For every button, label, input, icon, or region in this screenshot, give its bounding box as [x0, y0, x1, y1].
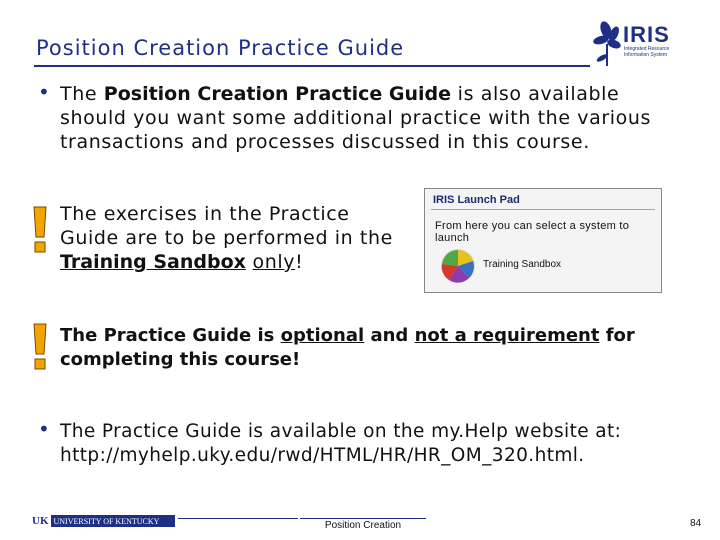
- bullet-1-text: [60, 82, 700, 154]
- bullet-2-end: !: [295, 251, 304, 273]
- slide-title: Position Creation Practice Guide: [36, 36, 405, 60]
- bullet-1-pre: The: [60, 83, 104, 105]
- page-number: 84: [690, 518, 702, 529]
- bullet-dot: •: [38, 80, 50, 104]
- bullet-3-text: [60, 324, 700, 372]
- launchpad-title: IRIS Launch Pad: [433, 194, 520, 206]
- footer-rule: [178, 518, 298, 519]
- footer-title: Position Creation: [300, 518, 426, 531]
- sap-system-icon[interactable]: [439, 247, 477, 285]
- title-underline: [34, 65, 590, 67]
- uk-initials: UK: [32, 515, 49, 527]
- bullet-4-text: [60, 420, 710, 468]
- uk-logo: [30, 515, 175, 527]
- training-sandbox-text: Training Sandbox: [60, 251, 246, 273]
- bullet-2-line2: Guide are to be performed in the: [60, 227, 393, 249]
- bullet-2-space: [246, 251, 253, 273]
- myhelp-url[interactable]: http://myhelp.uky.edu/rwd/HTML/HR/HR_OM_320.html.: [60, 445, 585, 466]
- only-text: only: [252, 251, 296, 273]
- bullet-3-line2: completing this course!: [60, 349, 301, 370]
- bullet-1-line1-rest: is also available: [451, 83, 620, 105]
- launchpad-description: From here you can select a system to launch: [435, 220, 630, 244]
- optional-text: optional: [280, 325, 365, 346]
- bullet-3-mid: and: [364, 325, 415, 346]
- bullet-1-line2: should you want some additional practice with the various: [60, 107, 651, 129]
- bullet-3-pre: The Practice Guide is: [60, 325, 281, 346]
- exclamation-icon: [32, 322, 48, 372]
- bullet-3-post: for: [599, 325, 635, 346]
- logo-name: IRIS: [623, 22, 670, 47]
- bullet-1-line3: transactions and processes discussed in this course.: [60, 131, 590, 153]
- bullet-2-line1: The exercises in the Practice: [60, 203, 350, 225]
- university-name: UNIVERSITY OF KENTUCKY: [53, 517, 160, 526]
- iris-launchpad-panel: [424, 188, 662, 293]
- bullet-2-text: [60, 202, 420, 274]
- bullet-4-line1: The Practice Guide is available on the my.Help website at:: [60, 421, 622, 442]
- not-a-requirement-text: not a requirement: [414, 325, 600, 346]
- exclamation-icon: [32, 205, 48, 255]
- logo-subtitle: Integrated Resource Information System: [624, 46, 670, 58]
- guide-name: Position Creation Practice Guide: [103, 83, 452, 105]
- bullet-dot: •: [38, 417, 50, 441]
- launchpad-divider: [431, 209, 655, 210]
- training-sandbox-link[interactable]: Training Sandbox: [483, 259, 562, 270]
